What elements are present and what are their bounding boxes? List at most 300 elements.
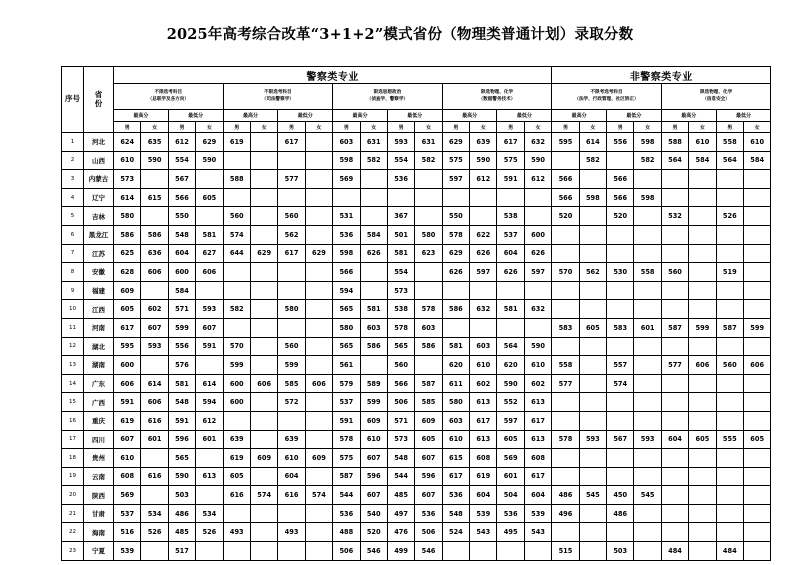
score-cell (634, 300, 661, 319)
score-cell: 610 (442, 430, 469, 449)
score-cell (579, 300, 606, 319)
score-cell: 614 (579, 133, 606, 152)
score-cell: 560 (387, 356, 414, 375)
score-cell: 590 (524, 151, 551, 170)
score-cell: 612 (168, 133, 195, 152)
row-index: 18 (62, 449, 84, 468)
score-cell (552, 244, 579, 263)
score-cell (141, 170, 168, 189)
score-cell (223, 542, 250, 561)
score-cell: 607 (196, 318, 223, 337)
sex-header-5-0-0: 男 (661, 122, 688, 133)
score-cell (716, 300, 743, 319)
score-cell (689, 504, 716, 523)
score-cell: 614 (196, 374, 223, 393)
score-cell: 587 (415, 374, 442, 393)
score-cell: 566 (552, 188, 579, 207)
row-province: 广东 (84, 374, 114, 393)
score-cell: 566 (333, 263, 360, 282)
score-cell: 583 (607, 318, 634, 337)
score-cell: 493 (278, 523, 305, 542)
score-cell (250, 300, 277, 319)
row-index: 12 (62, 337, 84, 356)
score-cell: 556 (168, 337, 195, 356)
score-cell (634, 449, 661, 468)
score-cell: 586 (360, 337, 387, 356)
score-cell: 538 (387, 300, 414, 319)
score-cell: 617 (524, 467, 551, 486)
score-cell: 566 (607, 188, 634, 207)
subgroup-2-line1: 限选思想政治 (373, 90, 402, 96)
score-cell (360, 207, 387, 226)
score-cell: 520 (552, 207, 579, 226)
score-cell (634, 542, 661, 561)
header-row-subgroups (62, 84, 771, 110)
score-cell: 560 (661, 263, 688, 282)
score-cell: 573 (387, 281, 414, 300)
score-cell: 536 (497, 504, 524, 523)
row-province: 福建 (84, 281, 114, 300)
sex-header-0-1-1: 女 (196, 122, 223, 133)
subgroup-0-line2: （总联学及各方向） (147, 96, 189, 102)
score-cell (579, 356, 606, 375)
score-cell (552, 411, 579, 430)
score-cell (661, 244, 688, 263)
score-cell: 575 (442, 151, 469, 170)
score-cell (552, 393, 579, 412)
score-cell (743, 244, 770, 263)
score-cell: 552 (497, 393, 524, 412)
score-cell (689, 393, 716, 412)
score-cell (689, 523, 716, 542)
score-cell (634, 225, 661, 244)
score-cell: 590 (196, 151, 223, 170)
row-province: 海南 (84, 523, 114, 542)
score-cell (278, 151, 305, 170)
score-cell: 558 (634, 263, 661, 282)
score-cell (250, 170, 277, 189)
score-cell: 602 (141, 300, 168, 319)
score-cell: 603 (333, 133, 360, 152)
score-cell (661, 486, 688, 505)
table-row (62, 374, 771, 393)
score-cell: 536 (333, 504, 360, 523)
score-cell: 566 (387, 374, 414, 393)
score-cell: 476 (387, 523, 414, 542)
score-cell (716, 486, 743, 505)
score-cell (634, 411, 661, 430)
score-cell: 550 (442, 207, 469, 226)
score-cell: 607 (114, 430, 141, 449)
score-cell (661, 281, 688, 300)
score-cell (743, 225, 770, 244)
score-cell: 578 (552, 430, 579, 449)
score-cell (579, 225, 606, 244)
score-cell: 606 (689, 356, 716, 375)
score-cell (743, 207, 770, 226)
score-cell: 629 (442, 133, 469, 152)
score-cell (305, 523, 332, 542)
score-cell: 587 (333, 467, 360, 486)
score-cell (305, 281, 332, 300)
row-province: 湖南 (84, 356, 114, 375)
score-cell (661, 504, 688, 523)
score-cell: 580 (415, 225, 442, 244)
score-cell: 632 (470, 300, 497, 319)
table-row (62, 263, 771, 282)
score-cell: 617 (442, 467, 469, 486)
sex-header-5-1-1: 女 (743, 122, 770, 133)
table-row (62, 151, 771, 170)
score-cell: 626 (470, 244, 497, 263)
metric-header-4-1: 最低分 (607, 110, 662, 122)
score-cell (607, 225, 634, 244)
score-cell: 524 (442, 523, 469, 542)
score-cell: 560 (223, 207, 250, 226)
score-cell: 573 (387, 430, 414, 449)
table-row (62, 300, 771, 319)
score-cell: 608 (470, 449, 497, 468)
score-cell (743, 393, 770, 412)
score-cell (661, 449, 688, 468)
score-cell: 605 (579, 318, 606, 337)
score-cell: 622 (470, 225, 497, 244)
score-cell (689, 244, 716, 263)
score-cell: 617 (470, 411, 497, 430)
metric-header-1-0: 最高分 (223, 110, 278, 122)
score-cell: 593 (141, 337, 168, 356)
score-cell: 604 (278, 467, 305, 486)
score-cell: 486 (168, 504, 195, 523)
score-cell (223, 504, 250, 523)
sex-header-4-1-0: 男 (607, 122, 634, 133)
score-cell: 580 (333, 318, 360, 337)
row-index: 3 (62, 170, 84, 189)
score-cell: 599 (689, 318, 716, 337)
score-cell: 572 (278, 393, 305, 412)
score-cell (250, 523, 277, 542)
sex-header-0-0-0: 男 (114, 122, 141, 133)
score-cell: 632 (524, 133, 551, 152)
score-cell (607, 523, 634, 542)
score-cell: 608 (524, 449, 551, 468)
score-cell: 606 (743, 356, 770, 375)
score-cell: 564 (716, 151, 743, 170)
score-cell (305, 170, 332, 189)
score-cell (141, 486, 168, 505)
score-cell: 619 (223, 449, 250, 468)
score-cell (743, 374, 770, 393)
score-cell: 603 (415, 318, 442, 337)
score-cell: 530 (607, 263, 634, 282)
score-cell: 607 (415, 486, 442, 505)
score-cell: 485 (168, 523, 195, 542)
score-cell (278, 263, 305, 282)
row-province: 江苏 (84, 244, 114, 263)
score-cell (716, 225, 743, 244)
score-cell: 581 (387, 244, 414, 263)
score-cell: 496 (552, 504, 579, 523)
score-cell: 598 (333, 151, 360, 170)
score-cell: 602 (470, 374, 497, 393)
score-cell: 556 (607, 133, 634, 152)
score-cell: 554 (387, 151, 414, 170)
score-cell (716, 523, 743, 542)
score-cell: 565 (333, 337, 360, 356)
row-province: 安徽 (84, 263, 114, 282)
score-cell (579, 467, 606, 486)
score-cell: 564 (661, 151, 688, 170)
score-cell: 574 (305, 486, 332, 505)
score-cell: 564 (497, 337, 524, 356)
score-cell (250, 151, 277, 170)
score-cell: 626 (524, 244, 551, 263)
score-cell: 603 (442, 411, 469, 430)
row-province: 湖北 (84, 337, 114, 356)
score-cell (305, 411, 332, 430)
score-cell: 605 (743, 430, 770, 449)
score-cell: 581 (360, 300, 387, 319)
score-cell: 519 (716, 263, 743, 282)
score-cell (305, 356, 332, 375)
score-cell (689, 263, 716, 282)
score-cell: 602 (524, 374, 551, 393)
score-cell: 600 (114, 356, 141, 375)
score-cell: 597 (470, 263, 497, 282)
score-cell: 584 (743, 151, 770, 170)
score-cell: 590 (497, 374, 524, 393)
score-cell (661, 300, 688, 319)
score-cell (524, 207, 551, 226)
score-cell: 534 (196, 504, 223, 523)
score-cell (360, 281, 387, 300)
metric-header-4-0: 最高分 (552, 110, 607, 122)
score-cell: 520 (360, 523, 387, 542)
score-cell: 609 (360, 411, 387, 430)
table-row (62, 486, 771, 505)
score-cell: 555 (716, 430, 743, 449)
score-cell: 596 (360, 467, 387, 486)
score-cell: 540 (360, 504, 387, 523)
score-cell: 590 (470, 151, 497, 170)
sex-header-3-1-0: 男 (497, 122, 524, 133)
score-cell: 612 (470, 170, 497, 189)
score-cell (552, 523, 579, 542)
score-cell (278, 281, 305, 300)
metric-header-5-0: 最高分 (661, 110, 716, 122)
subgroup-5-line1: 限选物理、化学 (700, 90, 733, 96)
score-cell: 584 (689, 151, 716, 170)
row-province: 云南 (84, 467, 114, 486)
score-cell (141, 542, 168, 561)
row-province: 内蒙古 (84, 170, 114, 189)
table-body (62, 133, 771, 561)
table-row (62, 523, 771, 542)
score-cell (196, 542, 223, 561)
score-cell (196, 170, 223, 189)
metric-header-3-0: 最高分 (442, 110, 497, 122)
score-cell: 585 (278, 374, 305, 393)
row-index: 19 (62, 467, 84, 486)
score-cell: 620 (442, 356, 469, 375)
score-cell: 607 (141, 318, 168, 337)
score-cell: 534 (141, 504, 168, 523)
row-province: 山西 (84, 151, 114, 170)
score-cell (661, 170, 688, 189)
score-cell (278, 542, 305, 561)
score-cell (743, 486, 770, 505)
subgroup-header-1 (223, 84, 333, 110)
score-cell: 607 (415, 449, 442, 468)
score-cell: 629 (305, 244, 332, 263)
table-row (62, 133, 771, 152)
sex-header-4-0-1: 女 (579, 122, 606, 133)
score-cell (250, 281, 277, 300)
row-index: 1 (62, 133, 84, 152)
metric-header-0-0: 最高分 (114, 110, 169, 122)
row-index: 9 (62, 281, 84, 300)
score-cell (524, 188, 551, 207)
score-cell (360, 170, 387, 189)
score-cell (634, 356, 661, 375)
score-cell: 587 (716, 318, 743, 337)
group-header-non-police: 非警察类专业 (552, 67, 771, 84)
score-cell: 566 (552, 170, 579, 189)
score-cell: 595 (552, 133, 579, 152)
score-cell: 615 (442, 449, 469, 468)
score-cell: 539 (524, 504, 551, 523)
score-cell (579, 281, 606, 300)
score-cell (415, 281, 442, 300)
score-cell: 561 (333, 356, 360, 375)
score-cell: 616 (141, 411, 168, 430)
subgroup-3-line2: （数据警务技术） (478, 96, 516, 102)
score-cell (579, 523, 606, 542)
row-index: 7 (62, 244, 84, 263)
sex-header-3-1-1: 女 (524, 122, 551, 133)
score-cell (716, 449, 743, 468)
score-cell (689, 207, 716, 226)
score-cell (579, 449, 606, 468)
subgroup-3-line1: 限选物理、化学 (480, 90, 514, 96)
score-cell (278, 188, 305, 207)
row-province: 广西 (84, 393, 114, 412)
score-cell: 601 (196, 430, 223, 449)
score-cell (141, 281, 168, 300)
score-cell (552, 225, 579, 244)
score-cell: 503 (607, 542, 634, 561)
score-cell: 591 (114, 393, 141, 412)
score-cell: 604 (524, 486, 551, 505)
score-cell: 599 (168, 318, 195, 337)
score-cell: 516 (114, 523, 141, 542)
row-province: 陕西 (84, 486, 114, 505)
score-cell: 596 (168, 430, 195, 449)
score-cell (305, 263, 332, 282)
score-cell: 578 (415, 300, 442, 319)
score-cell: 571 (168, 300, 195, 319)
score-cell: 610 (524, 356, 551, 375)
score-cell: 548 (442, 504, 469, 523)
score-cell: 493 (223, 523, 250, 542)
score-cell: 560 (278, 337, 305, 356)
score-cell: 605 (415, 430, 442, 449)
score-cell (634, 467, 661, 486)
row-index: 20 (62, 486, 84, 505)
score-cell: 543 (470, 523, 497, 542)
score-cell: 582 (360, 151, 387, 170)
score-cell (743, 263, 770, 282)
header-province-line1: 省 (94, 89, 103, 99)
score-cell: 591 (497, 170, 524, 189)
score-cell (524, 281, 551, 300)
row-province: 吉林 (84, 207, 114, 226)
score-cell (607, 300, 634, 319)
score-cell: 486 (552, 486, 579, 505)
score-cell: 620 (497, 356, 524, 375)
score-cell: 548 (387, 449, 414, 468)
score-cell (141, 356, 168, 375)
score-cell: 610 (470, 356, 497, 375)
table-row (62, 504, 771, 523)
score-cell (579, 411, 606, 430)
score-cell (661, 411, 688, 430)
score-cell (689, 170, 716, 189)
score-cell: 629 (442, 244, 469, 263)
sex-header-4-0-0: 男 (552, 122, 579, 133)
table-row (62, 244, 771, 263)
score-cell: 537 (114, 504, 141, 523)
score-cell: 567 (607, 430, 634, 449)
score-cell: 639 (278, 430, 305, 449)
score-cell (552, 300, 579, 319)
sex-header-1-0-0: 男 (223, 122, 250, 133)
score-cell: 582 (579, 151, 606, 170)
sex-header-2-0-0: 男 (333, 122, 360, 133)
subgroup-header-2 (333, 84, 443, 110)
score-cell: 609 (250, 449, 277, 468)
subgroup-0-line1: 不限选考科目 (154, 90, 183, 96)
score-cell (689, 281, 716, 300)
subgroup-4-line2: （法学、行政管理、社区矫正） (574, 96, 639, 102)
score-cell (250, 318, 277, 337)
score-cell (689, 374, 716, 393)
subgroup-4-line1: 不限考选考科目 (590, 90, 623, 96)
score-cell: 536 (442, 486, 469, 505)
title-container (0, 0, 800, 66)
score-cell: 616 (278, 486, 305, 505)
score-cell: 367 (387, 207, 414, 226)
score-cell (743, 542, 770, 561)
score-cell: 609 (305, 449, 332, 468)
score-cell (689, 467, 716, 486)
score-cell: 612 (196, 411, 223, 430)
score-cell: 605 (114, 300, 141, 319)
row-index: 23 (62, 542, 84, 561)
score-cell (223, 411, 250, 430)
score-cell: 582 (634, 151, 661, 170)
score-cell: 580 (278, 300, 305, 319)
score-cell: 544 (387, 467, 414, 486)
score-cell: 515 (552, 542, 579, 561)
score-cell: 627 (196, 244, 223, 263)
score-cell (250, 542, 277, 561)
page-title: 2025年高考综合改革“3+1+2”模式省份（物理类普通计划）录取分数 (166, 25, 634, 43)
score-cell: 619 (114, 411, 141, 430)
score-cell: 600 (524, 225, 551, 244)
score-cell: 504 (497, 486, 524, 505)
subgroup-2-line2: （侦查学、警察学） (366, 96, 409, 102)
